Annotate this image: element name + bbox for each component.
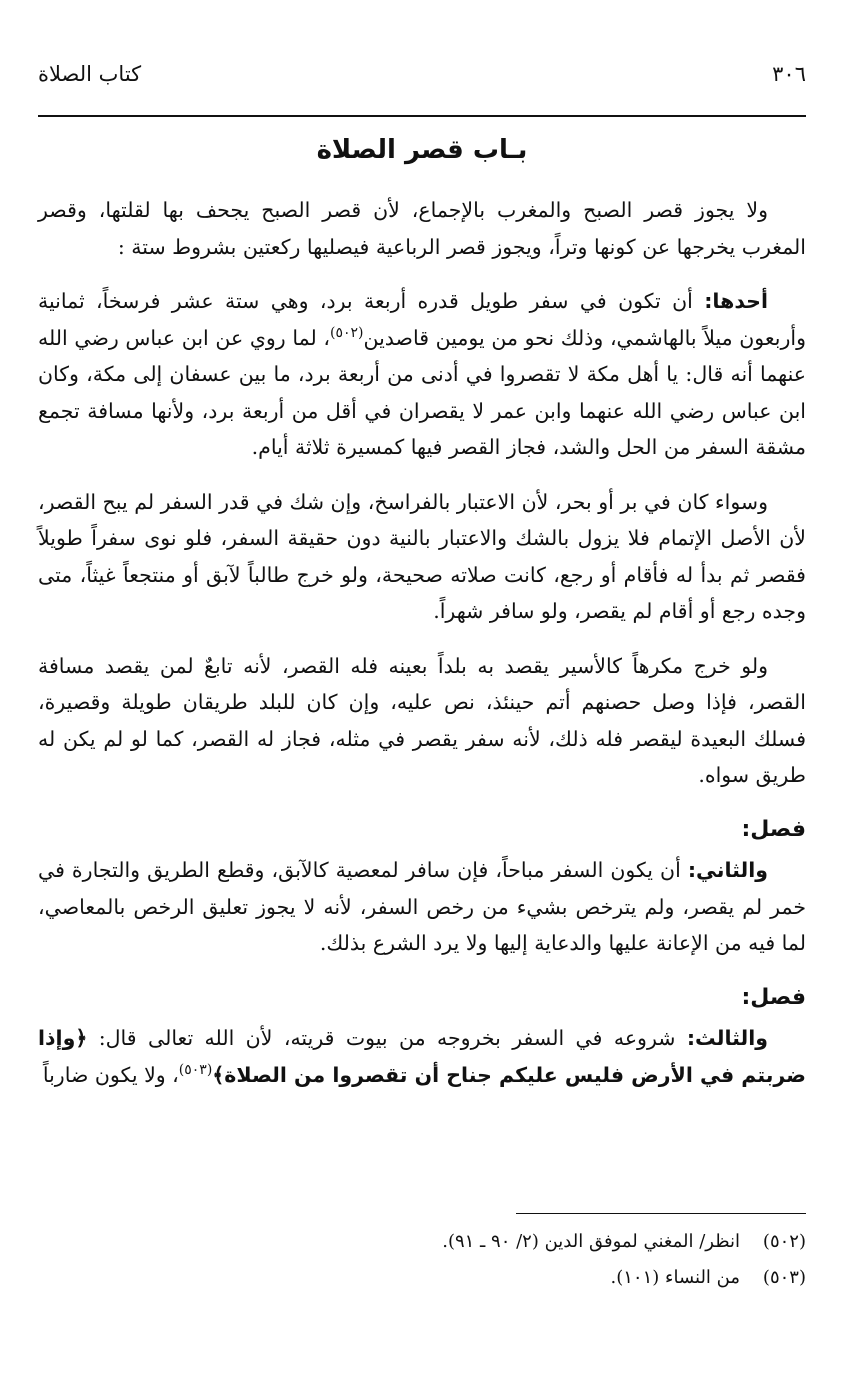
intro-paragraph: ولا يجوز قصر الصبح والمغرب بالإجماع، لأن قصر الصبح يجحف بها لقلتها، وقصر المغرب يخرجها عن كونها وتراً، ويجوز قصر الرباعية فيصليها ركعتين بشروط ستة : [38, 198, 806, 259]
quran-verse: ﴿وإذا ضربتم في الأرض فليس عليكم جناح أن تقصروا من الصلاة﴾ [38, 1026, 806, 1087]
footnote-ref-502[interactable]: (٥٠٢) [329, 324, 364, 341]
footnote-503 [106, 1260, 806, 1296]
footnote-number: (٥٠٢) [762, 1231, 806, 1252]
first-condition-text-a: أن تكون في سفر طويل قدره أربعة برد، وهي ستة عشر فرسخاً، ثمانية وأربعون ميلاً بالهاشمي، وذلك نحو من يومين قاصدين [38, 289, 806, 350]
footnote-ref-503[interactable]: (٥٠٣) [178, 1061, 213, 1078]
main-text [38, 192, 806, 1111]
third-condition-text-b: ، ولا يكون ضارباً [42, 1062, 179, 1087]
third-condition-text-a: شروعه في السفر بخروجه من بيوت قريته، لأن الله تعالى قال: [87, 1026, 687, 1050]
captive-paragraph: ولو خرج مكرهاً كالأسير يقصد به بلداً بعينه فله القصر، لأنه تابعٌ لمن يقصد مسافة القصر، فإذا وصل حصنهم أتم حينئذ، نص عليه، وإن كان للبلد طريقان طويلة وقصيرة، فسلك البعيدة ليقصر فله ذلك، لأنه سفر يقصر في مثله، فجاز له القصر، كما لو لم يكن له طريق سواه. [38, 653, 806, 787]
running-header [38, 62, 806, 102]
footnote-number: (٥٠٣) [762, 1267, 806, 1288]
first-condition-lead: أحدها: [704, 289, 768, 313]
footnote-text: انظر/ المغني لموفق الدين (٢/ ٩٠ ـ ٩١). [442, 1231, 740, 1252]
section-heading-1: فصل: [741, 816, 806, 842]
first-condition-text-b: ، لما روي عن ابن عباس رضي الله عنهما أنه قال: يا أهل مكة لا تقصروا في أدنى من أربعة برد، ما بين عسفان إلى مكة، وكان ابن عباس رضي الله عنهما وابن عمر لا يقصران في أقل من أربعة برد، ولأنها مسافة تجمع مشقة السفر من الحل والشد، فجاز القصر فيها كمسيرة ثلاثة أيام. [38, 325, 806, 459]
third-condition-paragraph [38, 1020, 806, 1093]
footnote-rule [516, 1213, 806, 1214]
footnote-text: من النساء (١٠١). [610, 1267, 740, 1288]
footnotes [106, 1224, 806, 1296]
sea-land-paragraph: وسواء كان في بر أو بحر، لأن الاعتبار بالفراسخ، وإن شك في قدر السفر لم يبح القصر، لأن الأصل الإتمام فلا يزول بالشك والاعتبار بالنية دون حقيقة السفر، فلو نوى سفراً طويلاً فقصر ثم بدأ له فأقام أو رجع، كانت صلاته صحيحة، ولو خرج طالباً لآبق أو منتجعاً غيثاً، متى وجده رجع أو أقام لم يقصر، ولو سافر شهراً. [38, 489, 806, 623]
third-condition-lead: والثالث: [686, 1026, 768, 1050]
second-condition-text: أن يكون السفر مباحاً، فإن سافر لمعصية كالآبق، وقطع الطريق والتجارة في خمر لم يقصر، ولم يترخص بشيء من رخص السفر، لأنه لا يجوز تعليق الرخص بالمعاصي، لما فيه من الإعانة عليها والدعاية إليها ولا يرد الشرع بذلك. [38, 858, 806, 955]
second-condition-paragraph [38, 852, 806, 962]
footnote-502 [106, 1224, 806, 1260]
page [38, 62, 806, 102]
first-condition-paragraph [38, 283, 806, 466]
second-condition-lead: والثاني: [687, 858, 768, 882]
section-heading-2: فصل: [741, 984, 806, 1010]
book-title: كتاب الصلاة [38, 62, 142, 86]
header-rule [38, 115, 806, 117]
chapter-title: بـاب قصر الصلاة [316, 135, 528, 165]
page-number: ٣٠٦ [772, 62, 806, 86]
